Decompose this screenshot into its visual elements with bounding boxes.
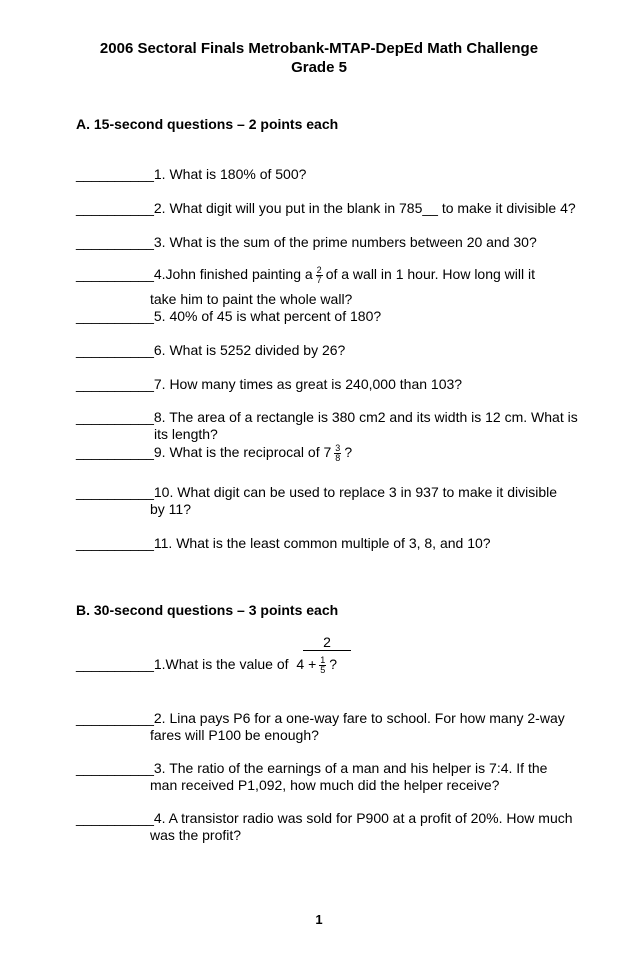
fraction: $\frac{1}{5}$	[320, 655, 326, 675]
answer-blank: __________	[76, 376, 154, 392]
question-a7: __________7. How many times as great is 240,000 than 103?	[76, 376, 463, 392]
answer-blank: __________	[76, 484, 154, 500]
question-a8-continued: its length?	[154, 426, 218, 442]
answer-blank: __________	[76, 710, 154, 726]
question-b4-continued: was the profit?	[150, 827, 242, 843]
question-a5: __________5. 40% of 45 is what percent of 180?	[76, 308, 382, 324]
section-a-heading: A. 15-second questions – 2 points each	[76, 116, 339, 132]
question-a8: __________8. The area of a rectangle is 380 cm2 and its width is 12 cm. What is	[76, 409, 578, 425]
question-a4: __________4.John finished painting a $\frac{2}{7}$ of a wall in 1 hour. How long will it	[76, 265, 536, 285]
fraction: $\frac{2}{7}$	[316, 265, 322, 285]
question-a2: __________2. What digit will you put in the blank in 785__ to make it divisible 4?	[76, 200, 576, 216]
question-b3: __________3. The ratio of the earnings of a man and his helper is 7:4. If the	[76, 760, 548, 776]
answer-blank: __________	[76, 200, 154, 216]
grade-level: Grade 5	[291, 59, 347, 76]
answer-blank: __________	[76, 810, 154, 826]
question-b2: __________2. Lina pays P6 for a one-way fare to school. For how many 2-way	[76, 710, 565, 726]
answer-blank: __________	[76, 166, 154, 182]
complex-fraction-denominator: 4 +	[296, 656, 317, 673]
question-a10-continued: by 11?	[150, 501, 191, 517]
question-a4-continued: take him to paint the whole wall?	[150, 291, 353, 307]
section-b-heading: B. 30-second questions – 3 points each	[76, 602, 339, 618]
question-b2-continued: fares will P100 be enough?	[150, 727, 319, 743]
question-a9: __________9. What is the reciprocal of 7 $\frac{3}{8}$ ?	[76, 443, 353, 463]
question-a1: __________1. What is 180% of 500?	[76, 166, 307, 182]
answer-blank: __________	[76, 342, 154, 358]
answer-blank: __________	[76, 409, 154, 425]
fraction: $\frac{3}{8}$	[335, 443, 341, 463]
question-b1-text: __________1.What is the value of 4 + $\frac{1}{5}$ ?	[76, 655, 338, 675]
answer-blank: __________	[76, 234, 154, 250]
page-number: 1	[315, 912, 323, 927]
question-a3: __________3. What is the sum of the prime numbers between 20 and 30?	[76, 234, 537, 250]
answer-blank: __________	[76, 444, 154, 461]
answer-blank: __________	[76, 760, 154, 776]
question-a11: __________11. What is the least common multiple of 3, 8, and 10?	[76, 535, 491, 551]
question-b3-continued: man received P1,092, how much did the helper receive?	[150, 777, 500, 793]
answer-blank: __________	[76, 656, 154, 673]
answer-blank: __________	[76, 535, 154, 551]
document-title: 2006 Sectoral Finals Metrobank-MTAP-DepEd Math Challenge	[99, 40, 539, 57]
question-a6: __________6. What is 5252 divided by 26?	[76, 342, 346, 358]
answer-blank: __________	[76, 266, 154, 283]
answer-blank: __________	[76, 308, 154, 324]
question-a10: __________10. What digit can be used to replace 3 in 937 to make it divisible	[76, 484, 557, 500]
question-b4: __________4. A transistor radio was sold for P900 at a profit of 20%. How much	[76, 810, 573, 826]
complex-fraction-numerator: 2	[303, 634, 351, 651]
